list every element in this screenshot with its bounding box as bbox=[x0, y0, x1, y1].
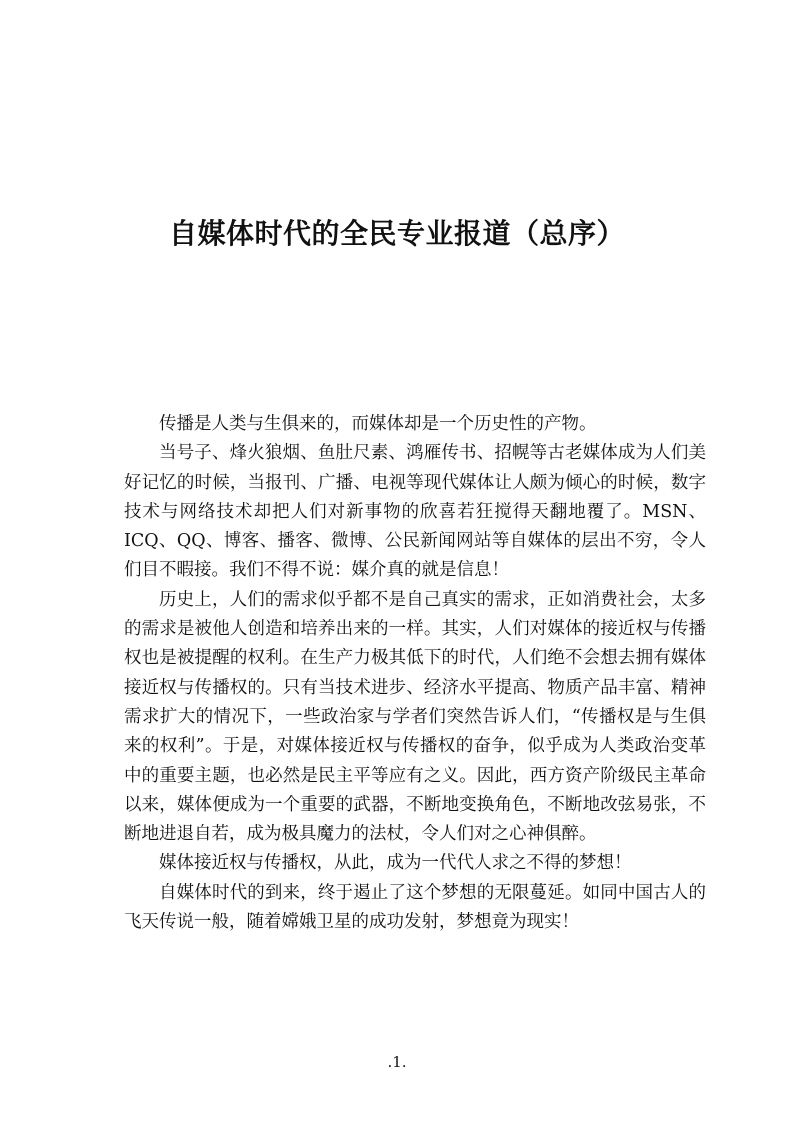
paragraph: 传播是人类与生俱来的，而媒体却是一个历史性的产物。 bbox=[159, 414, 597, 434]
paragraph: 历史上，人们的需求似乎都不是自己真实的需求，正如消费社会，太多的需求是被他人创造和培养出来的一样。其实，人们对媒体的接近权与传播权也是被提醒的权利。在生产力极其低下的时代，人们绝不会想去拥有媒体接近权与传播权的。只有当技术进步、经济水平提高、物质产品丰富、精神需求扩大的情况下，一些政治家与学者们突然告诉人们，“传播权是与生俱来的权利”。于是，对媒体接近权与传播权的奋争，似乎成为人类政治变革中的重要主题，也必然是民主平等应有之义。因此，西方资产阶级民主革命以来，媒体便成为一个重要的武器，不断地变换角色，不断地改弦易张，不断地进退自若，成为极具魔力的法杖，令人们对之心神俱醉。 bbox=[124, 589, 706, 845]
paragraph: 自媒体时代的到来，终于遏止了这个梦想的无限蔓延。如同中国古人的飞天传说一般，随着嫦娥卫星的成功发射，梦想竟为现实！ bbox=[124, 882, 706, 933]
paragraph: 当号子、烽火狼烟、鱼肚尺素、鸿雁传书、招幌等古老媒体成为人们美好记忆的时候，当报刊、广播、电视等现代媒体让人颇为倾心的时候，数字技术与网络技术却把人们对新事物的欣喜若狂搅得天翻地覆了。MSN、ICQ、QQ、博客、播客、微博、公民新闻网站等自媒体的层出不穷，令人们目不暇接。我们不得不说：媒介真的就是信息！ bbox=[124, 443, 706, 581]
page-title: 自媒体时代的全民专业报道（总序） bbox=[168, 217, 625, 250]
body-text bbox=[124, 410, 706, 937]
page-number: .1. bbox=[387, 1053, 407, 1071]
paragraph: 媒体接近权与传播权，从此，成为一代代人求之不得的梦想！ bbox=[159, 853, 632, 874]
